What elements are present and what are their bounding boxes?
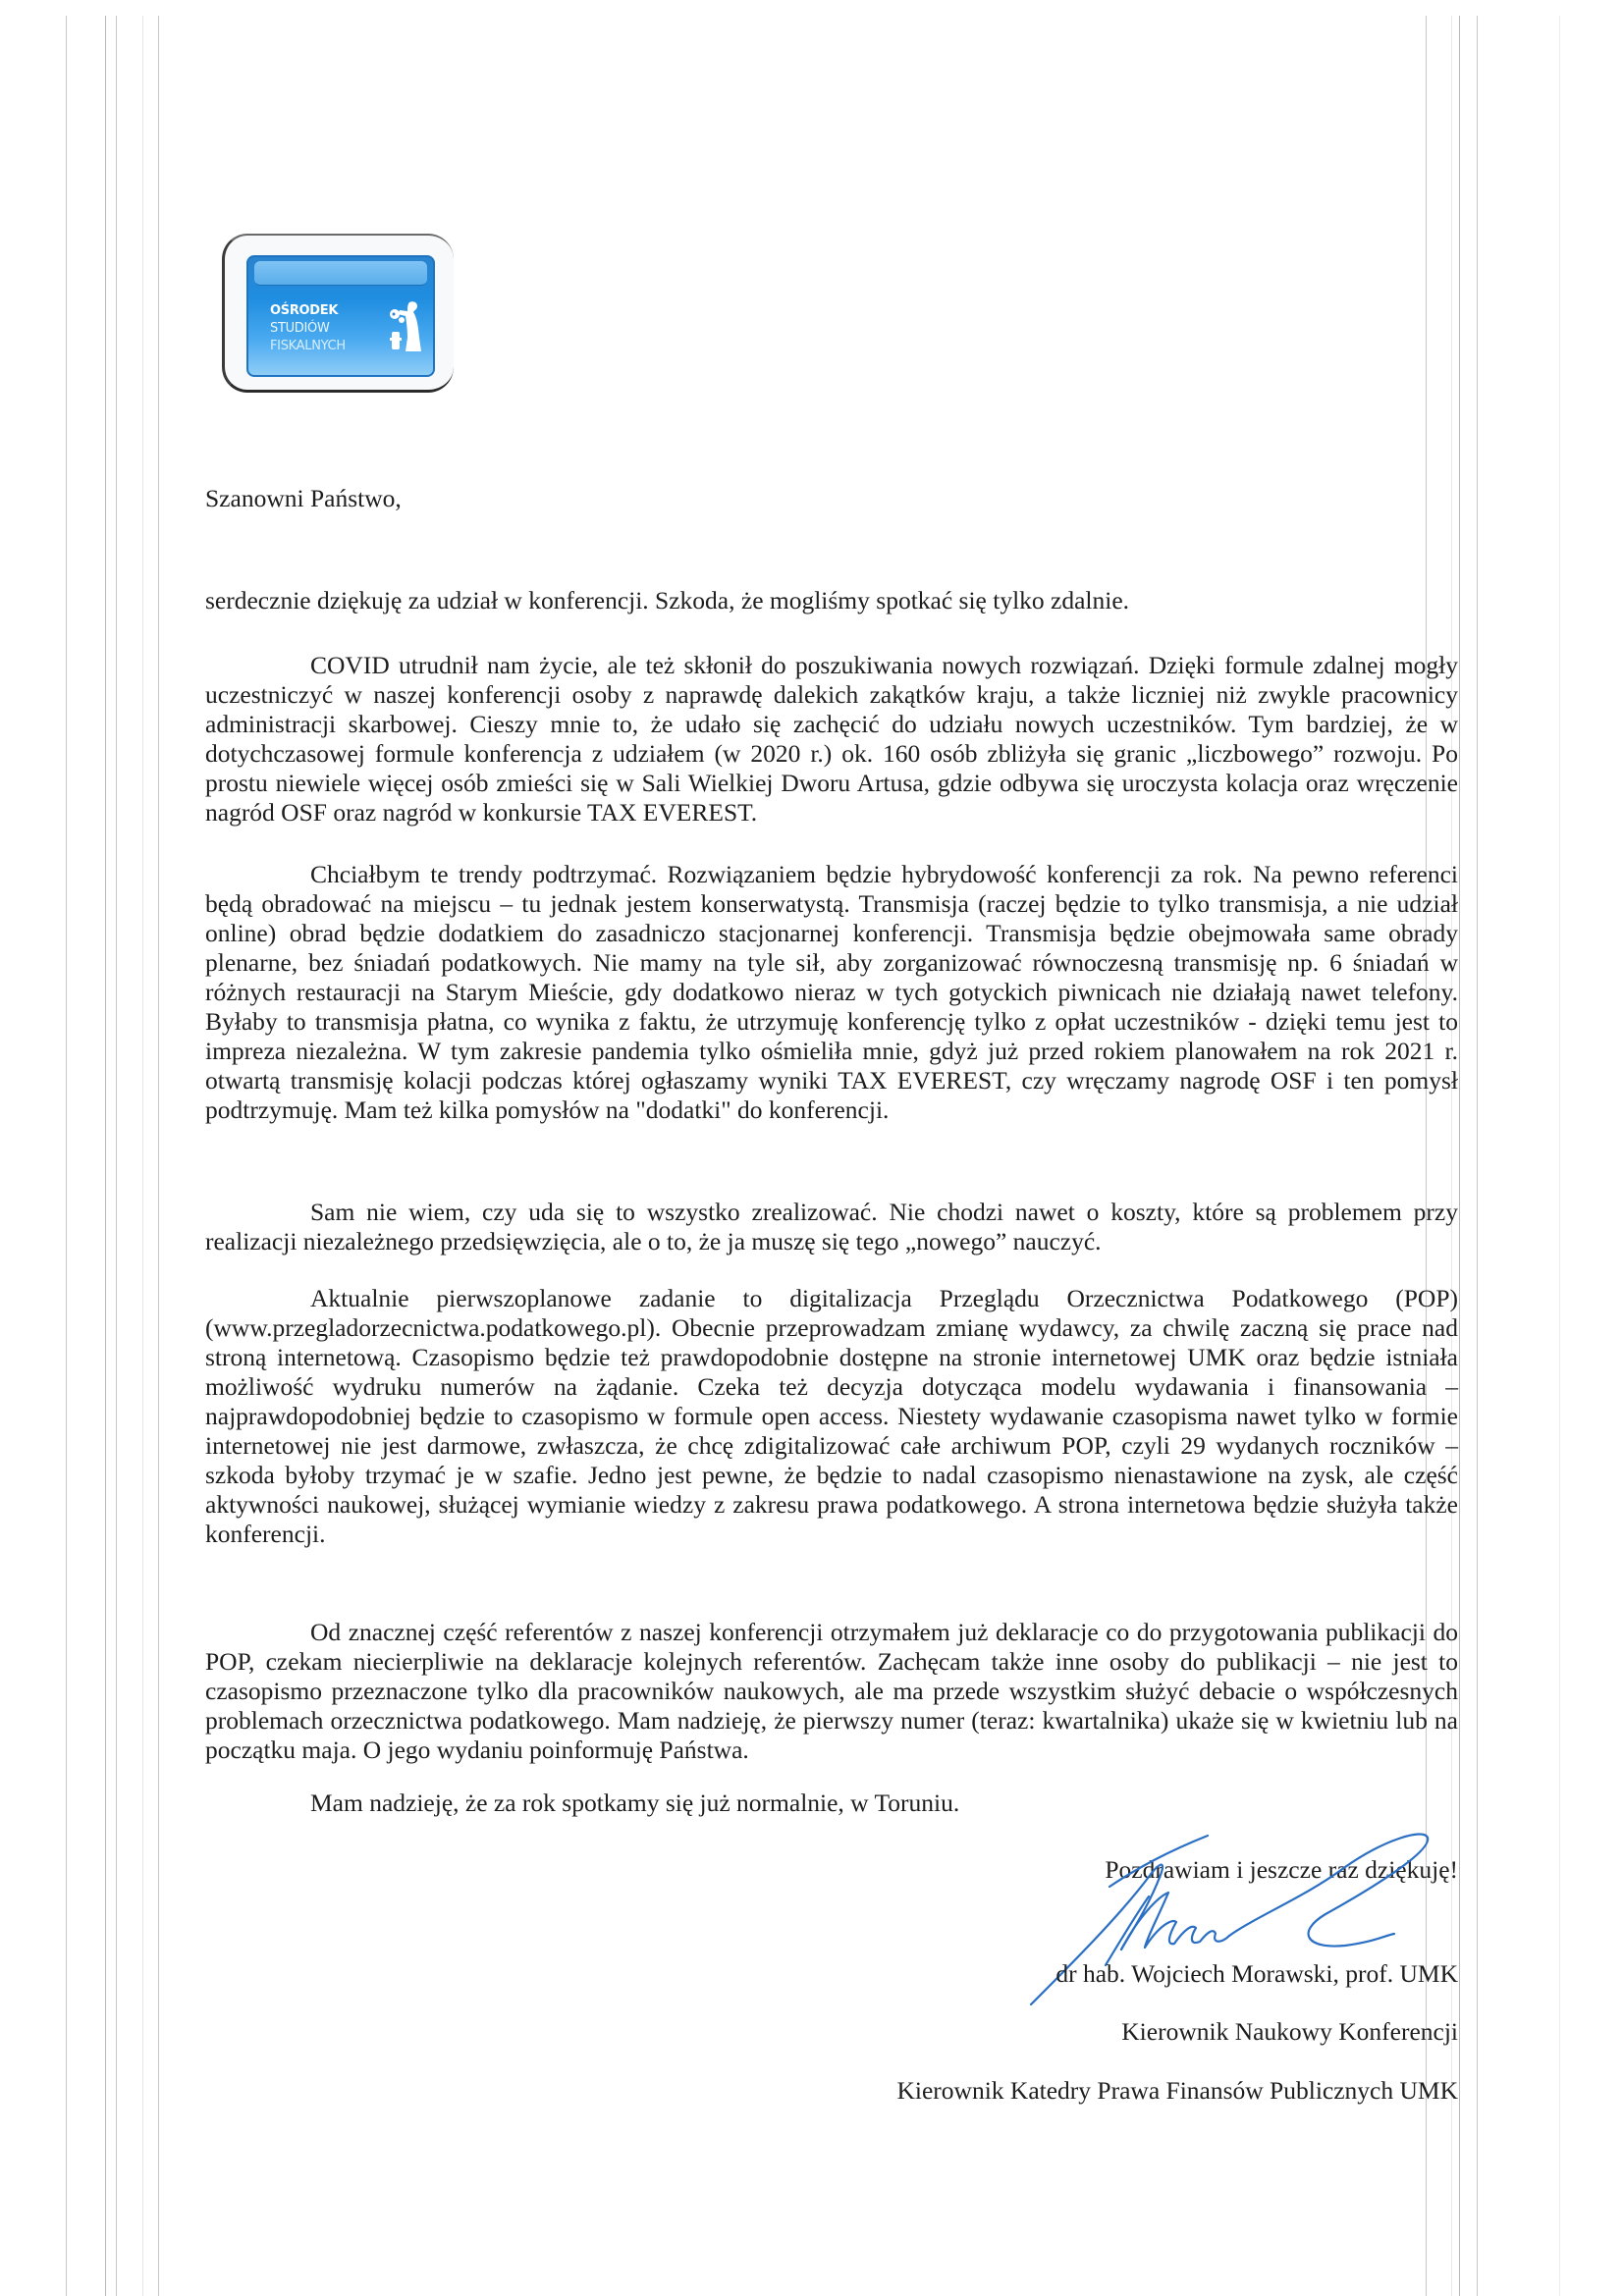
- logo-gloss: [254, 261, 427, 286]
- salutation: Szanowni Państwo,: [205, 484, 402, 512]
- scan-edge-line: [116, 16, 117, 2296]
- handwritten-signature-icon: [1011, 1828, 1453, 2024]
- paragraph-covid: COVID utrudnił nam życie, ale też skłonił do poszukiwania nowych rozwiązań. Dzięki formule zdalnej mogły uczestniczyć w naszej konferencji osoby z naprawdę dalekich zakątków kraju, a także liczniej niż zwykle pracownicy administracji skarbowej. Cieszy mnie to, że udało się zachęcić do udziału nowych uczestników. Tym bardziej, że w dotychczasowej formule konferencja z udziałem (w 2020 r.) ok. 160 osób zbliżyła się granic „liczbowego” rozwoju. Po prostu niewiele więcej osób zmieści się w Sali Wielkiej Dworu Artusa, gdzie odbywa się uroczysta kolacja oraz wręczenie nagród OSF oraz nagród w konkursie TAX EVEREST.: [205, 651, 1458, 827]
- scan-edge-line: [158, 16, 159, 2296]
- signatory-role-conference: Kierownik Naukowy Konferencji: [1121, 2017, 1458, 2046]
- logo-line-2: STUDIÓW: [270, 321, 330, 336]
- scales-of-justice-figure-icon: [388, 298, 423, 353]
- paragraph-hybrid: Chciałbym te trendy podtrzymać. Rozwiązaniem będzie hybrydowość konferencji za rok. Na pewno referenci będą obradować na miejscu – tu jednak jestem konserwatystą. Transmisja (raczej będzie to tylko transmisja, a nie udział online) obrad będzie dodatkiem do zasadniczo stacjonarnej konferencji. Transmisja będzie obejmowała same obrady plenarne, bez śniadań podatkowych. Nie mamy na tyle sił, aby zorganizować równoczesną transmisję np. 6 śniadań w różnych restauracji na Starym Mieście, gdy dodatkowo nieraz w tych gotyckich piwnicach nie działają nawet telefony. Byłaby to transmisja płatna, co wynika z faktu, że utrzymuję konferencję tylko z opłat uczestników - dzięki temu jest to impreza niezależna. W tym zakresie pandemia tylko ośmieliła mnie, gdyż już przed rokiem planowałem na rok 2021 r. otwartą transmisję kolacji podczas której ogłaszamy wyniki TAX EVEREST, czy wręczamy nagrodę OSF i ten pomysł podtrzymuję. Mam też kilka pomysłów na "dodatki" do konferencji.: [205, 860, 1458, 1124]
- paragraph-publications: Od znacznej część referentów z naszej konferencji otrzymałem już deklaracje co do przygotowania publikacji do POP, czekam niecierpliwie na deklaracje kolejnych referentów. Zachęcam także inne osoby do publikacji – nie jest to czasopismo przeznaczone tylko dla pracowników naukowych, ale ma przede wszystkim służyć debacie o współczesnych problemach orzecznictwa podatkowego. Mam nadzieję, że pierwszy numer (teraz: kwartalnika) ukaże się w kwietniu lub na początku maja. O jego wydaniu poinformuję Państwa.: [205, 1618, 1458, 1764]
- signatory-name: dr hab. Wojciech Morawski, prof. UMK: [1055, 1959, 1458, 1988]
- closing-greeting: Pozdrawiam i jeszcze raz dziękuję!: [1105, 1855, 1458, 1884]
- logo-line-3: FISKALNYCH: [270, 339, 346, 353]
- paragraph-digitalization: Aktualnie pierwszoplanowe zadanie to digitalizacja Przeglądu Orzecznictwa Podatkowego (POP) (www.przegladorzecnictwa.podatkowego.pl). Obecnie przeprowadzam zmianę wydawcy, za chwilę zaczną się prace nad stroną internetową. Czasopismo będzie też prawdopodobnie dostępne na stronie internetowej UMK oraz będzie istniała możliwość wydruku numerów na żądanie. Czeka też decyzja dotycząca modelu wydawania i finansowania – najprawdopodobniej będzie to czasopismo w formule open access. Niestety wydawanie czasopisma nawet tylko w formie internetowej nie jest darmowe, zwłaszcza, że chcę zdigitalizować całe archiwum POP, czyli 29 wydanych roczników – szkoda byłoby trzymać je w szafie. Jedno jest pewne, że będzie to nadal czasopismo nienastawione na zysk, ale część aktywności naukowej, służącej wymianie wiedzy z zakresu prawa podatkowego. A strona internetowa będzie służyła także konferencji.: [205, 1284, 1458, 1548]
- signatory-role-department: Kierownik Katedry Prawa Finansów Publicznych UMK: [896, 2076, 1458, 2105]
- scan-edge-line: [66, 16, 67, 2296]
- logo-line-1: OŚRODEK: [270, 303, 339, 318]
- scan-edge-line: [105, 16, 106, 2296]
- scan-edge-line: [1477, 16, 1478, 2296]
- logo-panel: [246, 255, 435, 377]
- paragraph-thanks: serdecznie dziękuję za udział w konferencji. Szkoda, że mogliśmy spotkać się tylko zdalnie.: [205, 586, 1130, 614]
- paragraph-uncertainty: Sam nie wiem, czy uda się to wszystko zrealizować. Nie chodzi nawet o koszty, które są problemem przy realizacji niezależnego przedsięwzięcia, ale o to, że ja muszę się tego „nowego” nauczyć.: [205, 1198, 1458, 1255]
- logo-text: [270, 302, 346, 355]
- scan-edge-line: [1559, 16, 1560, 2296]
- scan-edge-line: [142, 16, 143, 2296]
- scan-edge-line: [1459, 16, 1460, 2296]
- paragraph-next-year: Mam nadzieję, że za rok spotkamy się już normalnie, w Toruniu.: [310, 1789, 960, 1817]
- organization-logo: [222, 234, 454, 393]
